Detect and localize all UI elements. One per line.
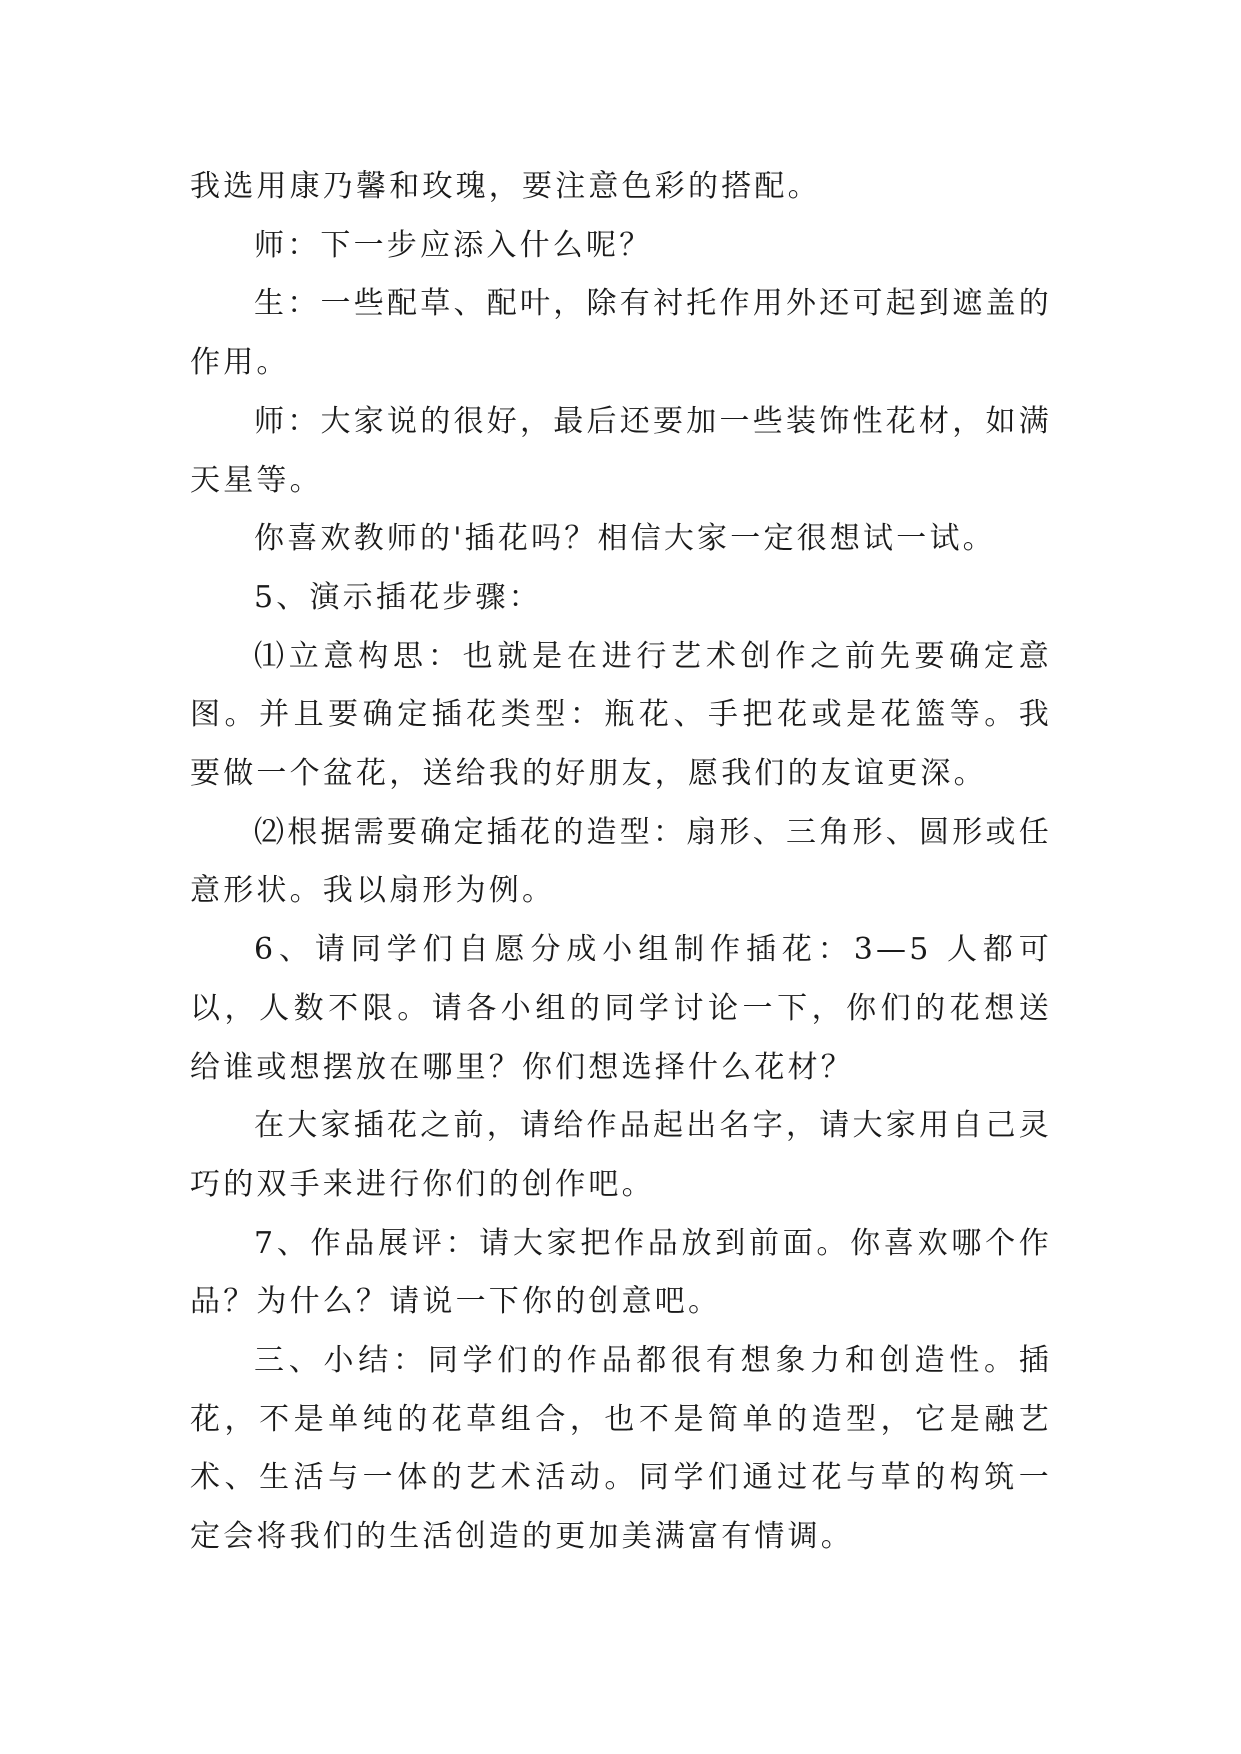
- paragraph: 在大家插花之前，请给作品起出名字，请大家用自己灵巧的双手来进行你们的创作吧。: [190, 1108, 1052, 1202]
- document-body: [190, 158, 1052, 1567]
- paragraph: 5、演示插花步骤：: [254, 579, 542, 615]
- paragraph: 7、作品展评：请大家把作品放到前面。你喜欢哪个作品？为什么？请说一下你的创意吧。: [190, 1225, 1052, 1320]
- paragraph: ⑴立意构思：也就是在进行艺术创作之前先要确定意图。并且要确定插花类型：瓶花、手把花或是花篮等。我要做一个盆花，送给我的好朋友，愿我们的友谊更深。: [190, 638, 1052, 792]
- paragraph: 我选用康乃馨和玫瑰，要注意色彩的搭配。: [190, 169, 821, 204]
- paragraph: ⑵根据需要确定插花的造型：扇形、三角形、圆形或任意形状。我以扇形为例。: [190, 814, 1052, 909]
- paragraph: 师：大家说的很好，最后还要加一些装饰性花材，如满天星等。: [190, 403, 1052, 498]
- paragraph: 6、请同学们自愿分成小组制作插花：3—5 人都可以，人数不限。请各小组的同学讨论一下，你们的花想送给谁或想摆放在哪里？你们想选择什么花材？: [190, 932, 1052, 1085]
- paragraph: 生：一些配草、配叶，除有衬托作用外还可起到遮盖的作用。: [190, 286, 1052, 381]
- paragraph: 师：下一步应添入什么呢？: [254, 227, 653, 263]
- paragraph: 三、小结：同学们的作品都很有想象力和创造性。插花，不是单纯的花草组合，也不是简单的造型，它是融艺术、生活与一体的艺术活动。同学们通过花与草的构筑一定会将我们的生活创造的更加美满富有情调。: [190, 1343, 1052, 1555]
- paragraph: 你喜欢教师的'插花吗？相信大家一定很想试一试。: [254, 521, 996, 557]
